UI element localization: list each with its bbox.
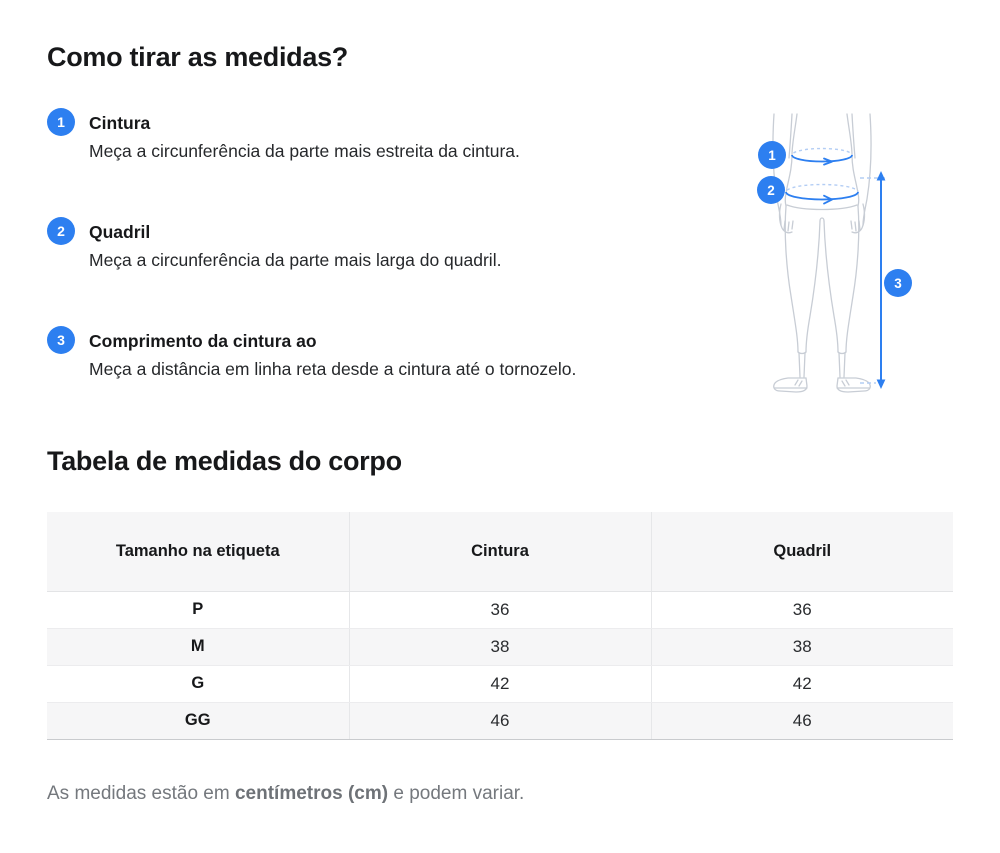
step-2-text	[89, 217, 501, 272]
step-2-label: Quadril	[89, 222, 151, 242]
hip-cell: 46	[651, 702, 953, 739]
table-row	[47, 665, 953, 702]
waist-cell: 42	[349, 665, 651, 702]
table-row	[47, 702, 953, 739]
instruction-step-2	[47, 217, 727, 272]
step-1-text	[89, 108, 520, 163]
hip-measure-arc	[786, 192, 858, 200]
hip-cell: 36	[651, 591, 953, 628]
hip-cell: 42	[651, 665, 953, 702]
waist-measure-arc	[792, 155, 852, 162]
diagram-marker-3-label: 3	[894, 276, 902, 291]
step-2-description: Meça a circunferência da parte mais larga do quadril.	[89, 250, 502, 270]
step-3-label: Comprimento da cintura ao	[89, 331, 317, 351]
measurement-diagram	[740, 100, 970, 410]
note-prefix: As medidas estão em	[47, 783, 235, 804]
waist-cell: 36	[349, 591, 651, 628]
note-unit: centímetros (cm)	[234, 783, 389, 804]
table-row	[47, 591, 953, 628]
section-title: Tabela de medidas do corpo	[47, 446, 402, 476]
step-3-description: Meça a distância em linha reta desde a cintura até o tornozelo.	[89, 359, 577, 379]
measurements-note	[47, 783, 524, 805]
note-suffix: e podem variar.	[388, 783, 525, 804]
step-3-number-badge: 3	[47, 326, 75, 354]
arrow-down-icon	[877, 380, 886, 390]
step-3-text	[89, 326, 576, 381]
figure-outline	[773, 114, 871, 392]
size-cell: GG	[47, 702, 349, 739]
diagram-marker-2-label: 2	[767, 183, 775, 198]
hip-cell: 38	[651, 628, 953, 665]
size-cell: G	[47, 665, 349, 702]
size-cell: M	[47, 628, 349, 665]
arrow-up-icon	[877, 171, 886, 181]
size-cell: P	[47, 591, 349, 628]
step-1-description: Meça a circunferência da parte mais estreita da cintura.	[89, 141, 520, 161]
column-header-hip: Quadril	[651, 512, 953, 591]
column-header-size: Tamanho na etiqueta	[47, 512, 349, 591]
column-header-waist: Cintura	[349, 512, 651, 591]
step-1-label: Cintura	[89, 113, 151, 133]
table-row	[47, 628, 953, 665]
page-title: Como tirar as medidas?	[47, 42, 348, 72]
waist-cell: 38	[349, 628, 651, 665]
body-measurement-illustration	[740, 100, 970, 410]
size-table	[47, 512, 953, 740]
instruction-step-1	[47, 108, 727, 163]
size-table-header	[47, 512, 953, 591]
step-2-number-badge: 2	[47, 217, 75, 245]
diagram-marker-1-label: 1	[768, 148, 776, 163]
step-1-number-badge: 1	[47, 108, 75, 136]
waist-cell: 46	[349, 702, 651, 739]
instruction-step-3	[47, 326, 727, 381]
